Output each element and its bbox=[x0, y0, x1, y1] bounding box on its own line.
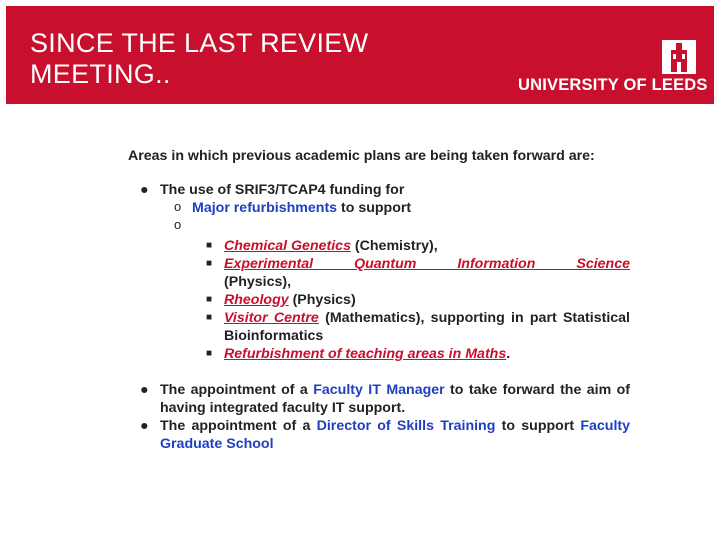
quantum-information-link[interactable]: Experimental Quantum Information Science bbox=[224, 256, 630, 272]
university-crest-icon bbox=[662, 40, 696, 74]
teaching-areas-link[interactable]: Refurbishment of teaching areas in Maths bbox=[224, 346, 507, 362]
bullet-text: to take forward the aim of having integrated faculty IT support. bbox=[160, 382, 630, 416]
sub-bullet-empty bbox=[128, 217, 630, 235]
slide-content bbox=[128, 147, 630, 453]
sub-bullet-refurb bbox=[128, 199, 630, 217]
sub-bullet-refurb-text: to support bbox=[337, 200, 412, 216]
list-item bbox=[128, 255, 630, 291]
square-bullet-icon: ■ bbox=[206, 312, 213, 323]
faculty-graduate-school-link[interactable]: Faculty Graduate School bbox=[160, 418, 630, 452]
university-logo-text: UNIVERSITY OF LEEDS bbox=[518, 76, 708, 94]
bullet-it-manager bbox=[128, 381, 630, 417]
director-skills-training-link[interactable]: Director of Skills Training bbox=[316, 418, 496, 434]
intro-text: Areas in which previous academic plans are being taken forward are: bbox=[128, 148, 595, 164]
bullet-dot-icon: ● bbox=[140, 182, 149, 198]
bullet-dot-icon: ● bbox=[140, 418, 149, 434]
square-bullet-icon: ■ bbox=[206, 240, 213, 251]
bullet-srif bbox=[128, 181, 630, 199]
list-item-text: (Physics) bbox=[288, 292, 356, 308]
bullet-text: The appointment of a bbox=[160, 418, 317, 434]
list-item-text: . bbox=[506, 346, 511, 362]
header-banner bbox=[6, 6, 714, 104]
list-item bbox=[128, 291, 630, 309]
bullet-skills-director bbox=[128, 417, 630, 453]
square-bullet-icon: ■ bbox=[206, 294, 213, 305]
visitor-centre-link[interactable]: Visitor Centre bbox=[224, 310, 319, 326]
bullet-srif-text: The use of SRIF3/TCAP4 funding for bbox=[160, 182, 405, 198]
square-bullet-icon: ■ bbox=[206, 348, 213, 359]
list-item bbox=[128, 309, 630, 345]
rheology-link[interactable]: Rheology bbox=[224, 292, 289, 308]
square-bullet-icon: ■ bbox=[206, 258, 213, 269]
list-item-text: (Chemistry), bbox=[350, 238, 438, 254]
major-refurbishments-link[interactable]: Major refurbishments bbox=[192, 200, 338, 216]
bullet-dot-icon: ● bbox=[140, 382, 149, 398]
list-item bbox=[128, 237, 630, 255]
bullet-text: to support bbox=[495, 418, 581, 434]
bullet-text: The appointment of a bbox=[160, 382, 314, 398]
list-item bbox=[128, 345, 630, 363]
circle-bullet-icon: o bbox=[174, 217, 182, 232]
title-line-1: SINCE THE LAST REVIEW bbox=[30, 28, 369, 58]
chemical-genetics-link[interactable]: Chemical Genetics bbox=[224, 238, 351, 254]
page-title bbox=[30, 28, 368, 90]
title-line-2: MEETING.. bbox=[30, 59, 171, 89]
faculty-it-manager-link[interactable]: Faculty IT Manager bbox=[313, 382, 445, 398]
list-item-text: (Mathematics), supporting in part Statistical Bioinformatics bbox=[224, 310, 630, 344]
circle-bullet-icon: o bbox=[174, 199, 182, 214]
list-item-text: (Physics), bbox=[224, 274, 292, 290]
